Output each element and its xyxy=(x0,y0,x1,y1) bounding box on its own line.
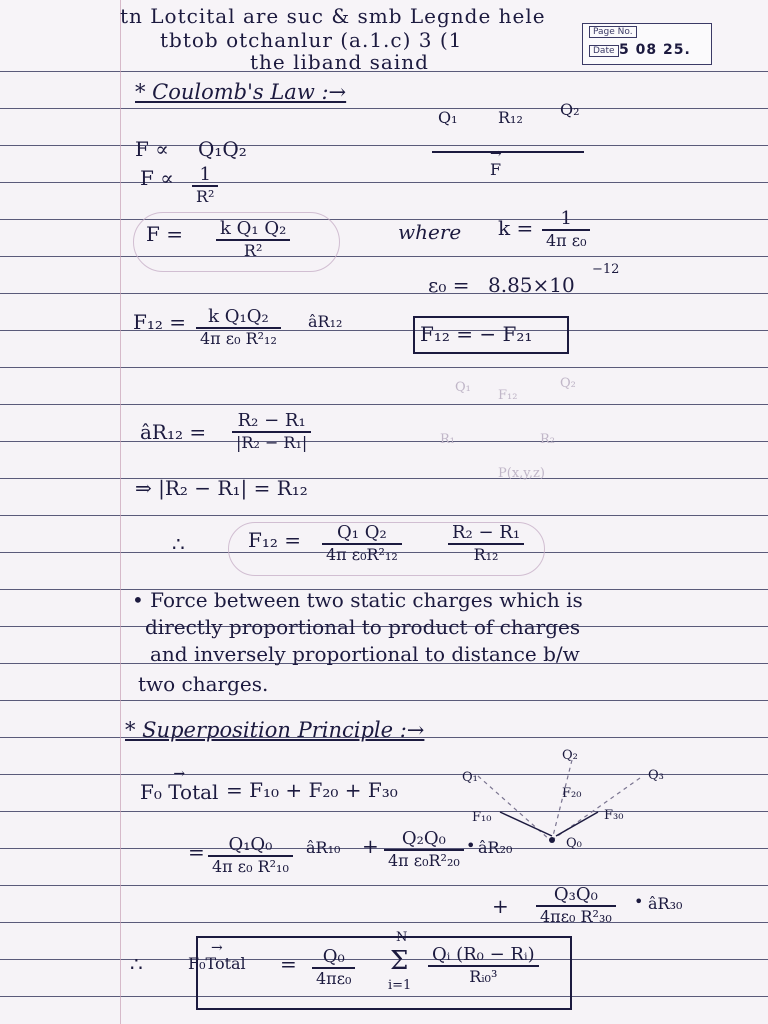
eq1-lhs: F = xyxy=(146,222,183,246)
statement-line: directly proportional to product of charges xyxy=(145,615,581,639)
expansion-equals: = xyxy=(188,840,205,864)
eq2-num: k Q₁Q₂ xyxy=(196,306,281,329)
total-lhs-text: → F₀Total xyxy=(188,954,246,973)
term3-den: 4πε₀ R²₃₀ xyxy=(540,907,612,926)
dot-symbol: • xyxy=(634,892,644,911)
force-label: → F xyxy=(490,160,501,179)
therefore-symbol: ∴ xyxy=(172,532,185,556)
term1-unit: âR₁₀ xyxy=(306,838,341,857)
eps-lhs: ε₀ = xyxy=(428,273,470,297)
term2-den: 4π ε₀R²₂₀ xyxy=(388,851,460,870)
term2-unit: âR₂₀ xyxy=(478,838,513,857)
prop2-den: R² xyxy=(196,187,215,206)
final-den-1: 4π ε₀R²₁₂ xyxy=(326,545,398,564)
total-sum-den: Rᵢ₀³ xyxy=(469,967,498,986)
final-num-1: Q₁ Q₂ xyxy=(322,522,402,545)
term3-fraction xyxy=(536,884,616,926)
k-num: 1 xyxy=(542,208,590,231)
diagram-q2-label: Q₂ xyxy=(562,748,578,763)
where-text: where xyxy=(398,220,462,244)
term2-num: Q₂Q₀ xyxy=(384,828,464,851)
diagram-f30-label: F₃₀ xyxy=(604,808,624,823)
term1-den: 4π ε₀ R²₁₀ xyxy=(212,857,289,876)
coulomb-heading: * Coulomb's Law :→ xyxy=(135,80,347,104)
faded-note: R₁ xyxy=(440,432,455,447)
force-arrow-f30 xyxy=(556,812,598,836)
diagram-r12: R₁₂ xyxy=(498,108,523,127)
statement-line: and inversely proportional to distance b/w xyxy=(150,642,580,666)
bleed-through-text: the liband saind xyxy=(250,50,429,74)
eq2-lhs: F₁₂ = xyxy=(133,310,187,334)
charge-q0-dot xyxy=(549,837,555,843)
statement-line: • Force between two static charges which is xyxy=(132,588,583,612)
prop1-lhs: F ∝ xyxy=(135,137,169,161)
total-fraction xyxy=(312,946,355,988)
total-num: Q₀ xyxy=(312,946,355,969)
sigma-lower: i=1 xyxy=(388,978,412,993)
statement-line: two charges. xyxy=(138,672,269,696)
eps-value: 8.85×10 xyxy=(488,273,575,297)
unit-lhs: âR₁₂ = xyxy=(140,420,207,444)
diagram-q2: Q₂ xyxy=(560,100,580,119)
term3-unit: âR₃₀ xyxy=(648,894,683,913)
k-lhs: k = xyxy=(498,216,534,240)
k-den: 4π ε₀ xyxy=(546,231,587,250)
faded-note: F₁₂ xyxy=(498,388,518,403)
total-sum-num: Qᵢ (R₀ − Rᵢ) xyxy=(428,944,539,967)
eps-exponent: −12 xyxy=(592,262,620,277)
page-no-label: Page No. xyxy=(589,26,637,38)
faded-note: Q₂ xyxy=(560,376,576,391)
therefore-symbol: ∴ xyxy=(130,952,143,976)
term1-num: Q₁Q₀ xyxy=(208,834,293,857)
plus-sign: + xyxy=(362,834,379,858)
final-num-2: R₂ − R₁ xyxy=(448,522,524,545)
prop1-rhs: Q₁Q₂ xyxy=(198,137,247,161)
eq1-den: R² xyxy=(243,241,263,260)
diagram-q3-label: Q₃ xyxy=(648,768,664,783)
term3-num: Q₃Q₀ xyxy=(536,884,616,907)
diagram-q0-label: Q₀ xyxy=(566,836,582,851)
eq2-unit-vector: âR₁₂ xyxy=(308,312,343,331)
faded-note: Q₁ xyxy=(455,380,471,395)
bleed-through-text: tn Lotcital are suc & smb Legnde hele xyxy=(120,4,546,28)
diagram-q1: Q₁ xyxy=(438,108,458,127)
final-lhs: F₁₂ = xyxy=(248,528,302,552)
sigma-symbol: Σ xyxy=(390,946,409,976)
boxed-equation: F₁₂ = − F₂₁ xyxy=(420,322,533,346)
plus-sign: + xyxy=(492,894,509,918)
unit-num: R₂ − R₁ xyxy=(232,410,311,433)
prop2-num: 1 xyxy=(192,164,218,187)
force-arrow-f10 xyxy=(500,812,552,836)
dot-symbol: • xyxy=(466,836,476,855)
faded-note: R₂ xyxy=(540,432,555,447)
term2-fraction xyxy=(384,828,464,870)
total-sum-fraction xyxy=(428,944,539,986)
unit-den: |R₂ − R₁| xyxy=(236,433,308,452)
sum-rhs: = F₁₀ + F₂₀ + F₃₀ xyxy=(226,778,398,802)
faded-note: P(x,y,z) xyxy=(498,466,545,481)
total-den: 4πε₀ xyxy=(316,969,352,988)
total-equals: = xyxy=(280,952,297,976)
bleed-through-text: tbtob otchanlur (a.1.c) 3 (1 xyxy=(160,28,463,52)
sum-lhs-text: → F₀ Total xyxy=(140,780,218,804)
eq1-num: k Q₁ Q₂ xyxy=(216,218,290,241)
magnitude-equation: ⇒ |R₂ − R₁| = R₁₂ xyxy=(135,476,308,500)
prop2-lhs: F ∝ xyxy=(140,166,174,190)
final-den-2: R₁₂ xyxy=(473,545,499,564)
total-lhs xyxy=(188,954,246,973)
date-label: Date xyxy=(589,45,619,57)
diagram-q1-label: Q₁ xyxy=(462,770,478,785)
eq2-den: 4π ε₀ R²₁₂ xyxy=(200,329,277,348)
sigma-upper: N xyxy=(396,930,408,945)
date-value: 5 08 25. xyxy=(619,42,691,58)
diagram-f20-label: F₂₀ xyxy=(562,786,582,801)
diagram-f10-label: F₁₀ xyxy=(472,810,492,825)
term1-fraction xyxy=(208,834,293,876)
superposition-heading: * Superposition Principle :→ xyxy=(125,718,425,742)
